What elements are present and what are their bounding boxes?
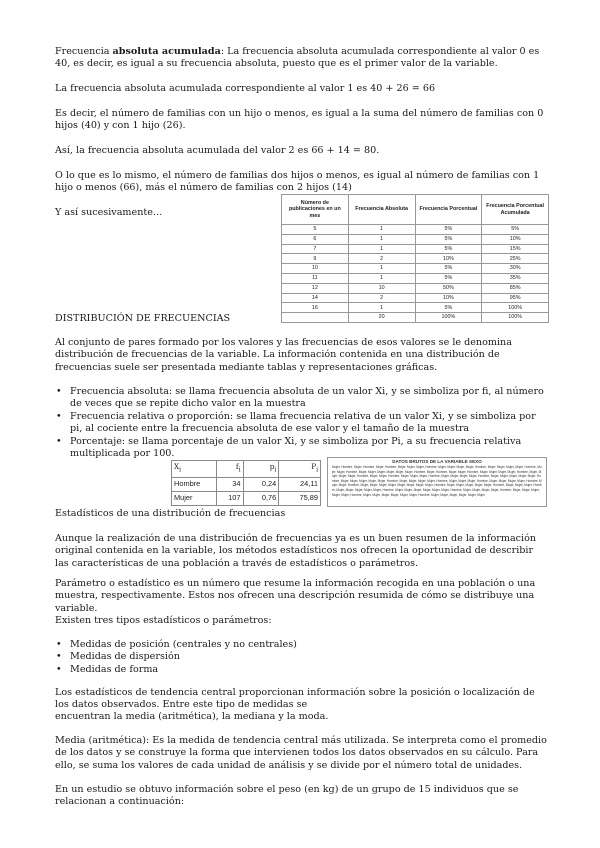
table-row (282, 293, 549, 303)
table-cell: 0,76 (243, 491, 279, 505)
p1-rest: : La frecuencia absoluta acumulada correspondiente al valor 0 es 40, es decir, es igual a su frecuencia absoluta, puesto que es el primer valor de la variable. (55, 46, 540, 70)
table-row (282, 303, 549, 313)
table-cell: 20 (348, 313, 415, 323)
table-cell: Mujer (172, 491, 217, 505)
header-subscript: i (179, 466, 182, 474)
statistics-intro-paragraph: Aunque la realización de una distribución de frecuencias ya es un buen resumen de la información original contenida en la variable, los métodos estadísticos nos ofrecen la oportunidad de describir las características de una población a través de estadísticos o parámetros. (55, 533, 537, 569)
types-intro-paragraph: Existen tres tipos estadísticos o parámetros: (55, 615, 272, 626)
header-x: X (174, 462, 180, 471)
raw-data-title: DATOS BRUTOS DE LA VARIABLE SEXO (392, 459, 482, 464)
table-cell: 5% (415, 303, 482, 313)
header-percent: Frecuencia Porcentual (415, 195, 482, 225)
frequency-table-header (282, 195, 549, 225)
parameter-paragraph: Parámetro o estadístico es un número que resume la información recogida en una población o una muestra, respectivamente. Estos nos ofrecen una descripción resumida de cómo se distribuye una variable. (55, 578, 536, 614)
raw-data-text: Mujer, Hombre, Mujer, Hombre, Mujer, Hombre, Mujer, Mujer, Mujer, Hombre, Mujer, Mujer, Mujer, Mujer, Hombre, Mujer, Mujer, Mujer, Mujer, Hombre, Mujer, Mujer, Hombre, Mujer, Mujer, Mujer, Mujer, Mujer, Mujer, Hombre, Mujer, Hombre, Mujer, Mujer, Hombre, Mujer, Mujer, Mujer, Mujer, Hombre, Mujer, Mujer, Mujer, Mujer, Hombre, Mujer, Mujer, Hombre, Mujer, Mujer, Mujer, Hombre, Mujer, Mujer, Mujer, Mujer, Hombre, Mujer, Mujer, Mujer, Mujer, Mujer, Hombre, Mujer, Mujer, Mujer, Mujer, Mujer, Hombre, Mujer, Mujer, Mujer, Mujer, Hombre, Mujer, Mujer, Mujer, Hombre, Mujer, Mujer, Mujer, Mujer, Hombre, Mujer, Mujer, Hombre, Mujer, Mujer, Mujer, Mujer, Mujer, Mujer, Mujer, Mujer, Hombre, Mujer, Mujer, Mujer, Mujer, Mujer, Hombre, Mujer, Mujer, Mujer, Hombre, Mujer, Mujer, Mujer, Mujer, Mujer, Hombre, Mujer, Mujer, Mujer, Mujer, Mujer, Mujer, Hombre, Mujer, Mujer, Mujer, Mujer, Hombre, Mujer, Mujer, Mujer, Mujer, Mujer, Hombre, Mujer, Mujer, Mujer, Mujer, Mujer, Mujer, Hombre, Mujer, Mujer, Mujer, Mujer, Mujer, Mujer (332, 465, 542, 497)
table-cell: 50% (415, 283, 482, 293)
sex-frequency-table (171, 460, 321, 506)
table-row (282, 254, 549, 264)
table-cell: 34 (216, 477, 243, 491)
frequency-definitions-list (55, 386, 547, 460)
table-cell: 10 (282, 264, 349, 274)
header-f: f (235, 462, 239, 471)
cumulative-frequency-paragraph (55, 46, 547, 71)
same-thing-paragraph: O lo que es lo mismo, el número de familias dos hijos o menos, es igual al número de familias con 1 hijo o menos (66), más el número de familias con 2 hijos (14) (55, 170, 540, 194)
table-cell: 100% (415, 313, 482, 323)
section-heading-statistics: Estadísticos de una distribución de frecuencias (55, 508, 286, 519)
table-cell: 11 (282, 273, 349, 283)
table-cell: 14 (282, 293, 349, 303)
central-tendency-measures: encuentran la media (aritmética), la mediana y la moda. (55, 711, 329, 722)
table-cell: 1 (348, 234, 415, 244)
table-cell: 100% (482, 313, 549, 323)
table-cell: 85% (482, 283, 549, 293)
table-header-row (172, 461, 321, 478)
table-cell: 5% (415, 264, 482, 274)
table-row (282, 264, 549, 274)
value-1-paragraph: La frecuencia absoluta acumulada correspondiente al valor 1 es 40 + 26 = 66 (55, 83, 436, 94)
table-row (282, 283, 549, 293)
header-subscript: i (238, 466, 241, 474)
table-cell: 15% (482, 244, 549, 254)
distribution-paragraph: Al conjunto de pares formado por los valores y las frecuencias de esos valores se le denomina distribución de frecuencias de la variable. La información contenida en una distribución de frecuencias suele ser presentada mediante tablas y representaciones gráficas. (55, 337, 512, 373)
table-cell: 10% (415, 254, 482, 264)
header-cumulative: Frecuencia Porcentual Acumulada (482, 195, 549, 225)
table-cell: 2 (348, 293, 415, 303)
table-cell: 10 (348, 283, 415, 293)
so-on-paragraph: Y así sucesivamente… (55, 207, 163, 218)
table-cell: 2 (348, 254, 415, 264)
header-subscript: i (316, 466, 318, 474)
table-row (172, 477, 321, 491)
table-cell: 1 (348, 225, 415, 235)
table-cell: 7 (282, 244, 349, 254)
table-cell: 1 (348, 244, 415, 254)
list-item: • Frecuencia relativa o proporción: se llama frecuencia relativa de un valor Xi, y se simboliza por pi, al cociente entre la frecuencia absoluta de ese valor y el tamaño de la muestra (55, 411, 547, 436)
table-cell: 5% (482, 225, 549, 235)
header-absolute: Frecuencia Absoluta (348, 195, 415, 225)
central-tendency-paragraph: Los estadísticos de tendencia central proporcionan información sobre la posición o localización de los datos observados. Entre este tipo de medidas se (55, 687, 535, 711)
table-cell: 10% (482, 234, 549, 244)
table-cell: 5% (415, 273, 482, 283)
list-item: • Porcentaje: se llama porcentaje de un valor Xi, y se simboliza por Pi, a su frecuencia relativa multiplicada por 100. (55, 436, 548, 461)
table-cell: 95% (482, 293, 549, 303)
table-cell (282, 313, 349, 323)
table-row (282, 225, 549, 235)
header-p: p (269, 462, 275, 471)
table-row (282, 234, 549, 244)
raw-data-box (327, 457, 547, 507)
p1-bold-term: absoluta acumulada (112, 46, 221, 57)
table-cell: 10% (415, 293, 482, 303)
table-cell: 24,11 (279, 477, 321, 491)
section-heading-distribution: DISTRIBUCIÓN DE FRECUENCIAS (55, 313, 231, 324)
list-item: • Medidas de dispersión (55, 651, 547, 663)
weight-study-paragraph: En un estudio se obtuvo información sobre el peso (en kg) de un grupo de 15 individuos que se relacionan a continuación: (55, 784, 519, 808)
table-cell: Hombre (172, 477, 217, 491)
header-P: P (311, 462, 317, 471)
table-cell: 5% (415, 244, 482, 254)
header-subscript: i (274, 466, 277, 474)
table-cell: 5 (282, 225, 349, 235)
table-cell: 1 (348, 273, 415, 283)
table-cell: 35% (482, 273, 549, 283)
table-cell: 25% (482, 254, 549, 264)
table-row (282, 244, 549, 254)
table-cell: 107 (216, 491, 243, 505)
table-cell: 0,24 (243, 477, 279, 491)
table-cell: 75,89 (279, 491, 321, 505)
p1-prefix: Frecuencia (55, 46, 113, 57)
families-paragraph: Es decir, el número de familias con un hijo o menos, es igual a la suma del número de familias con 0 hijos (40) y con 1 hijo (26). (55, 108, 544, 132)
table-cell: 30% (482, 264, 549, 274)
mean-paragraph: Media (aritmética): Es la medida de tendencia central más utilizada. Se interpreta como el promedio de los datos y se construye la forma que intervienen todos los datos observados en su cálculo. Para ello, se suma los valores de cada unidad de análisis y se divide por el número total de unidades. (55, 735, 547, 771)
table-cell: 1 (348, 303, 415, 313)
table-cell: 16 (282, 303, 349, 313)
header-publications: Número de publicaciones en un mes (282, 195, 349, 225)
list-item: • Medidas de forma (55, 664, 547, 676)
table-cell: 5% (415, 234, 482, 244)
table-row-total (282, 313, 549, 323)
table-cell: 12 (282, 283, 349, 293)
frequency-table (281, 194, 549, 323)
table-cell: 9 (282, 254, 349, 264)
list-item: • Medidas de posición (centrales y no centrales) (55, 639, 547, 651)
value-2-paragraph: Así, la frecuencia absoluta acumulada del valor 2 es 66 + 14 = 80. (55, 145, 380, 156)
list-item: • Frecuencia absoluta: se llama frecuencia absoluta de un valor Xi, y se simboliza por fi, al número de veces que se repite dicho valor en la muestra (55, 386, 547, 411)
table-cell: 1 (348, 264, 415, 274)
table-cell: 6 (282, 234, 349, 244)
table-cell: 5% (415, 225, 482, 235)
table-cell: 100% (482, 303, 549, 313)
measure-types-list (55, 639, 547, 676)
table-row (282, 273, 549, 283)
table-row (172, 491, 321, 505)
